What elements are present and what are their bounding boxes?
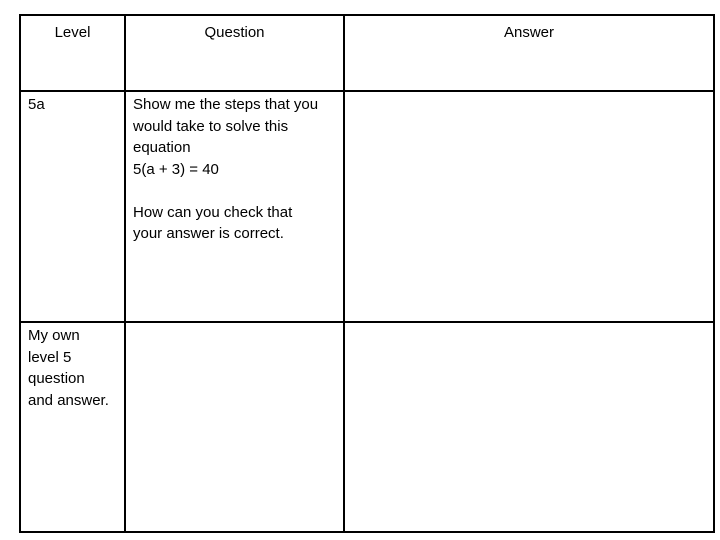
question-cell[interactable] — [125, 322, 344, 532]
level-line: My own — [28, 327, 80, 344]
level-cell — [20, 91, 125, 322]
table-row — [20, 322, 714, 532]
worksheet-table — [19, 14, 715, 533]
question-line: would take to solve this — [133, 117, 289, 135]
header-level: Level — [20, 15, 125, 91]
table-row — [20, 91, 714, 322]
header-row — [20, 15, 714, 91]
question-line: Show me the steps that you — [133, 96, 319, 113]
check-line: How can you check that — [133, 203, 293, 221]
equation-line: 5(a + 3) = 40 — [133, 160, 219, 178]
question-line: equation — [133, 139, 191, 156]
level-line: level 5 — [28, 348, 72, 366]
level-line: question — [28, 370, 85, 387]
header-question: Question — [125, 15, 344, 91]
level-label: 5a — [28, 96, 45, 113]
check-line: your answer is correct. — [133, 225, 284, 242]
spacer — [133, 180, 339, 202]
level-cell — [20, 322, 125, 532]
answer-cell[interactable] — [344, 91, 714, 322]
question-cell — [125, 91, 344, 322]
header-answer: Answer — [344, 15, 714, 91]
level-line: and answer. — [28, 391, 109, 409]
answer-cell[interactable] — [344, 322, 714, 532]
